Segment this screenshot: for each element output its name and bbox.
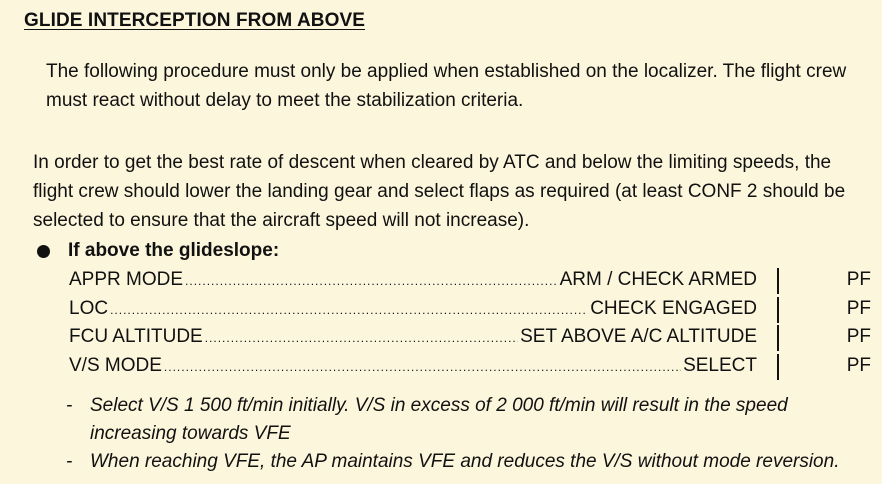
procedure-row: [69, 266, 871, 295]
section-title: GLIDE INTERCEPTION FROM ABOVE: [24, 10, 366, 31]
procedure-action: CHECK ENGAGED: [590, 297, 757, 319]
intro-paragraph: The following procedure must only be applied when established on the localizer. The flight crew must react without delay to meet the stabilization criteria.: [46, 61, 847, 111]
procedure-role: PF: [846, 326, 871, 347]
procedure-item: V/S MODE: [69, 354, 162, 376]
bullet-heading: [37, 240, 279, 262]
bullet-icon: [37, 245, 50, 258]
procedure-role: PF: [846, 269, 871, 290]
change-bar: [777, 325, 779, 351]
dot-leader: [110, 295, 588, 325]
note-item: [66, 392, 866, 448]
procedure-list: [69, 266, 871, 380]
procedure-item: FCU ALTITUDE: [69, 326, 203, 347]
procedure-item: APPR MODE: [69, 269, 184, 290]
change-bar: [777, 297, 779, 323]
descent-paragraph: In order to get the best rate of descent when cleared by ATC and below the limiting speeds, the flight crew should lower the landing gear and select flaps as required (at least CONF 2 should be selected to ensure that the aircraft speed will not increase).: [33, 152, 846, 231]
procedure-action: ARM / CHECK ARMED: [559, 269, 757, 290]
procedure-row: [69, 352, 871, 381]
dot-leader: [164, 352, 681, 382]
note-text: When reaching VFE, the AP maintains VFE and reduces the V/S without mode reversion.: [90, 451, 840, 472]
dot-leader: [185, 266, 558, 296]
procedure-role: PF: [846, 297, 871, 319]
change-bar: [777, 268, 779, 294]
notes-list: [66, 392, 866, 476]
procedure-action: SELECT: [683, 354, 757, 376]
procedure-row: [69, 295, 871, 324]
dot-leader: [205, 323, 518, 353]
bullet-heading-text: If above the glideslope:: [68, 240, 280, 261]
procedure-row: [69, 323, 871, 352]
procedure-action: SET ABOVE A/C ALTITUDE: [520, 326, 757, 347]
procedure-item: LOC: [69, 297, 109, 319]
note-dash: -: [66, 395, 73, 416]
note-text: Select V/S 1 500 ft/min initially. V/S in excess of 2 000 ft/min will result in the speed increasing towards VFE: [90, 395, 788, 444]
change-bar: [777, 354, 779, 380]
procedure-role: PF: [846, 354, 871, 376]
note-item: [66, 448, 866, 476]
note-dash: -: [66, 451, 73, 472]
